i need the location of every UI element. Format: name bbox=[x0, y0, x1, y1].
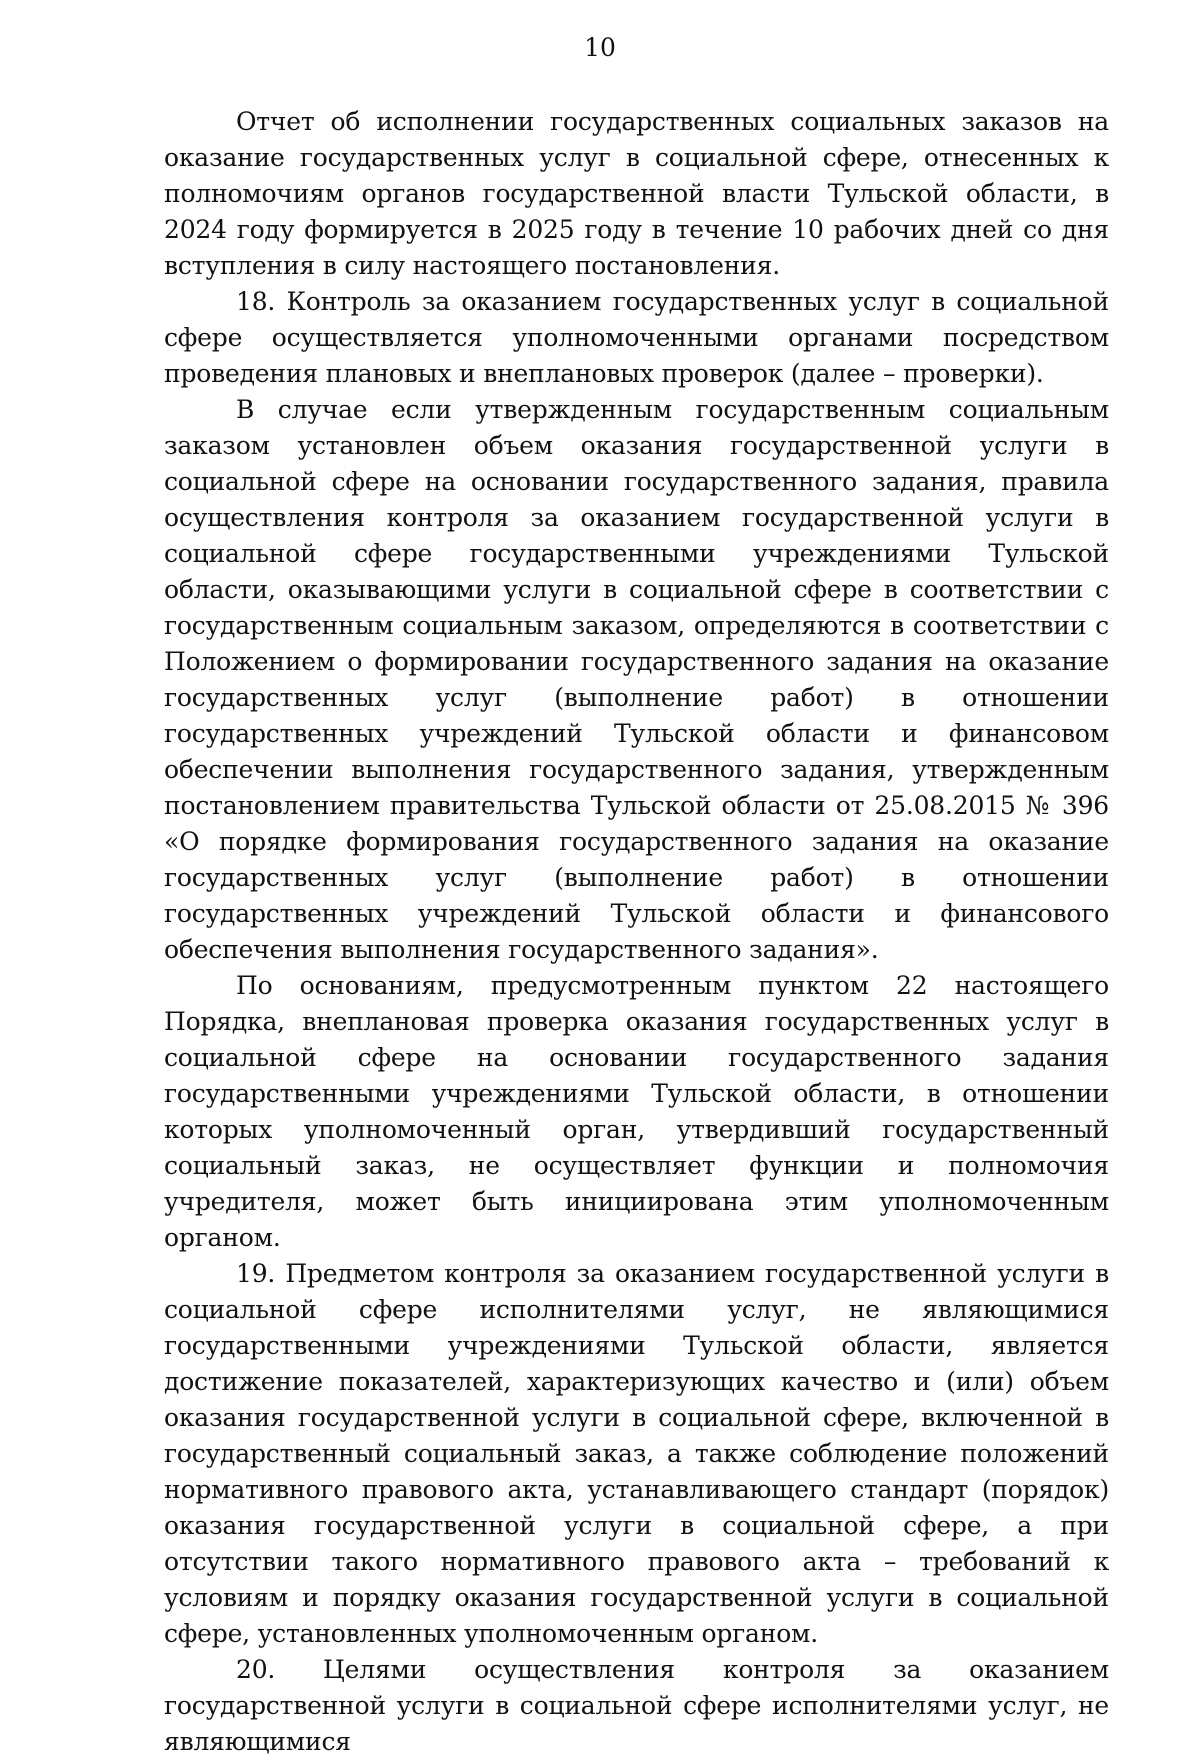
page-number: 10 bbox=[584, 33, 616, 62]
paragraph-18-state-task: В случае если утвержденным государственным социальным заказом установлен объем оказания государственной услуги в социальной сфере на основании государственного задания, правила осуществления контроля за оказанием государственной услуги в социальной сфере государственными учреждениями Тульской области, оказывающими услуги в социальной сфере в соответствии с государственным социальным заказом, определяются в соответствии с Положением о формировании государственного задания на оказание государственных услуг (выполнение работ) в отношении государственных учреждений Тульской области и финансовом обеспечении выполнения государственного задания, утвержденным постановлением правительства Тульской области от 25.08.2015 № 396 «О порядке формирования государственного задания на оказание государственных услуг (выполнение работ) в отношении государственных учреждений Тульской области и финансового обеспечения выполнения государственного задания». bbox=[164, 395, 1109, 964]
paragraph-18-unscheduled-check: По основаниям, предусмотренным пунктом 22 настоящего Порядка, внеплановая проверка оказания государственных услуг в социальной сфере на основании государственного задания государственными учреждениями Тульской области, в отношении которых уполномоченный орган, утвердивший государственный социальный заказ, не осуществляет функции и полномочия учредителя, может быть инициирована этим уполномоченным органом. bbox=[164, 971, 1109, 1252]
paragraph-18: 18. Контроль за оказанием государственных услуг в социальной сфере осуществляется уполномоченными органами посредством проведения плановых и внеплановых проверок (далее – проверки). bbox=[164, 287, 1109, 388]
paragraph-20: 20. Целями осуществления контроля за оказанием государственной услуги в социальной сфере исполнителями услуг, не являющимися bbox=[164, 1655, 1109, 1756]
paragraph-19: 19. Предметом контроля за оказанием государственной услуги в социальной сфере исполнителями услуг, не являющимися государственными учреждениями Тульской области, является достижение показателей, характеризующих качество и (или) объем оказания государственной услуги в социальной сфере, включенной в государственный социальный заказ, а также соблюдение положений нормативного правового акта, устанавливающего стандарт (порядок) оказания государственной услуги в социальной сфере, а при отсутствии такого нормативного правового акта – требований к условиям и порядку оказания государственной услуги в социальной сфере, установленных уполномоченным органом. bbox=[164, 1259, 1109, 1648]
document-body bbox=[164, 104, 1109, 1760]
paragraph-report: Отчет об исполнении государственных социальных заказов на оказание государственных услуг в социальной сфере, отнесенных к полномочиям органов государственной власти Тульской области, в 2024 году формируется в 2025 году в течение 10 рабочих дней со дня вступления в силу настоящего постановления. bbox=[164, 107, 1109, 280]
